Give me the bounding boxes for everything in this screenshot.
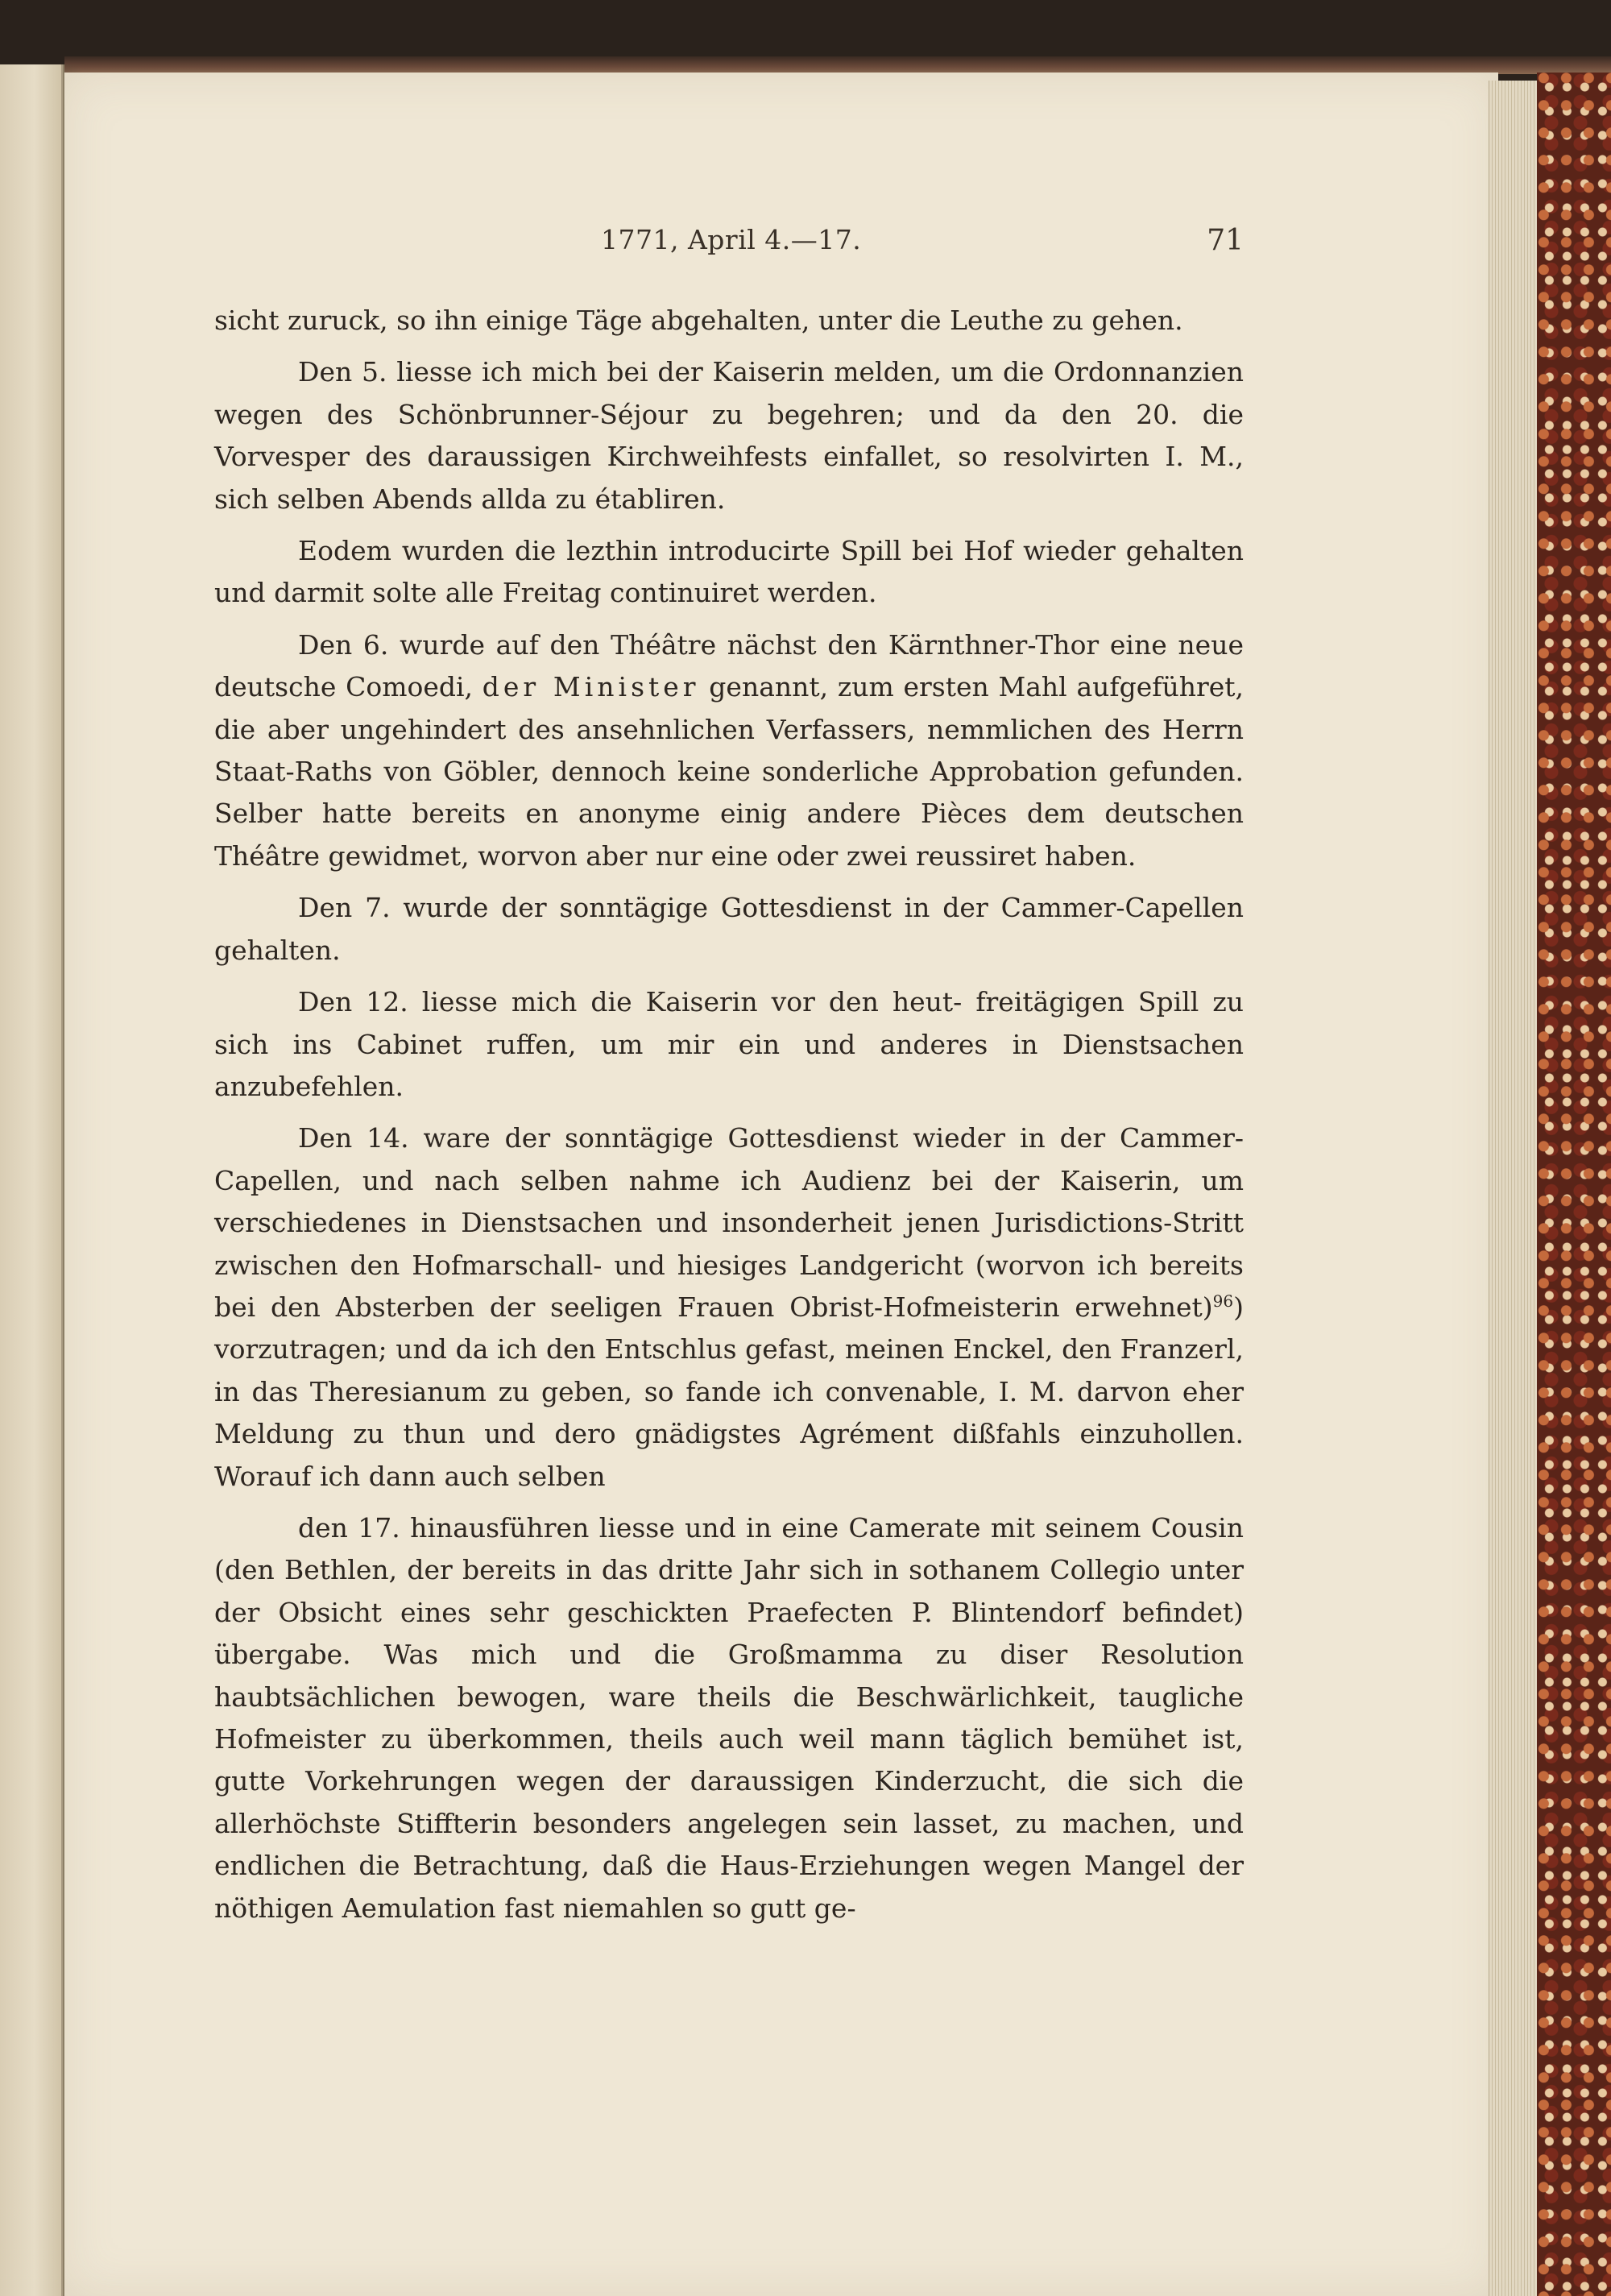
play-title-spaced: der Minister — [482, 671, 700, 703]
paragraph-2: Den 5. liesse ich mich bei der Kaiserin melden, um die Ordonnanzien wegen des Schönbrunner-Séjour zu begehren; und da den 20. die Vorvesper des daraussigen Kirchweihfests einfallet, so resolvirten I. M., sich selben Abends allda zu établiren. — [214, 356, 1244, 515]
marbled-cover — [1537, 73, 1611, 2296]
paragraph-7-text-b: ) vorzutragen; und da ich den Entschlus gefast, meinen Enckel, den Franzerl, in das Theresianum zu geben, so fande ich convenable, I. M. darvon eher Meldung zu thun und dero gnädigstes Agrément dißfahls einzuhollen. Worauf ich dann auch selben — [214, 1291, 1244, 1492]
page-number: 71 — [1207, 224, 1244, 257]
paragraph-7-text-a: Den 14. ware der sonntägige Gottesdienst wieder in der Cammer-Capellen, und nach selben nahme ich Audienz bei der Kaiserin, um verschiedenes in Dienstsachen und insonderheit jenen Jurisdictions-Stritt zwischen den Hofmarschall- und hiesiges Landgericht (worvon ich bereits bei den Absterben der seeligen Frauen Obrist-Hofmeisterin erwehnet) — [214, 1122, 1244, 1323]
running-head — [214, 224, 1244, 272]
footnote-marker: 96 — [1212, 1291, 1234, 1311]
paragraph-1: sicht zuruck, so ihn einige Täge abgehalten, unter die Leuthe zu gehen. — [214, 305, 1183, 336]
book-cover-top-edge — [64, 56, 1611, 74]
paragraph-4 — [214, 624, 1244, 877]
paragraph-4-text-b: genannt, zum ersten Mahl aufgeführet, die aber ungehindert des ansehnlichen Verfassers, nemmlichen des Herrn Staat-Raths von Göbler, dennoch keine sonderliche Approbation gefunden. Selber hatte bereits en anonyme einig andere Pièces dem deutschen Théâtre gewidmet, worvon aber nur eine oder zwei reussiret haben. — [214, 671, 1244, 872]
body-text — [214, 300, 1244, 1939]
paragraph-3: Eodem wurden die lezthin introducirte Spill bei Hof wieder gehalten und darmit solte alle Freitag continuiret werden. — [214, 535, 1244, 609]
page-edges — [1489, 81, 1538, 2296]
paragraph-7 — [214, 1117, 1244, 1498]
paragraph-8: den 17. hinausführen liesse und in eine Camerate mit seinem Cousin (den Bethlen, der bereits in das dritte Jahr sich in sothanem Collegio unter der Obsicht eines sehr geschickten Praefecten P. Blintendorf befindet) übergabe. Was mich und die Großmamma zu diser Resolution haubtsächlichen bewogen, ware theils die Beschwärlichkeit, taugliche Hofmeister zu überkommen, theils auch weil mann täglich bemühet ist, gutte Vorkehrungen wegen der daraussigen Kinderzucht, die sich die allerhöchste Stiffterin besonders angelegen sein lasset, zu machen, und endlichen die Betrachtung, daß die Haus-Erziehungen wegen Mangel der nöthigen Aemulation fast niemahlen so gutt ge- — [214, 1511, 1244, 1924]
paragraph-6: Den 12. liesse mich die Kaiserin vor den heut- freitägigen Spill zu sich ins Cabinet ruffen, um mir ein und anderes in Dienstsachen anzubefehlen. — [214, 986, 1244, 1102]
paragraph-5: Den 7. wurde der sonntägige Gottesdienst in der Cammer-Capellen gehalten. — [214, 892, 1244, 966]
paragraph-4-text-a: Den 6. wurde auf den Théâtre nächst den Kärnthner-Thor eine neue deutsche Comoedi, — [214, 628, 1244, 703]
running-head-title: 1771, April 4.—17. — [601, 224, 862, 255]
left-page-edge — [0, 64, 64, 2296]
